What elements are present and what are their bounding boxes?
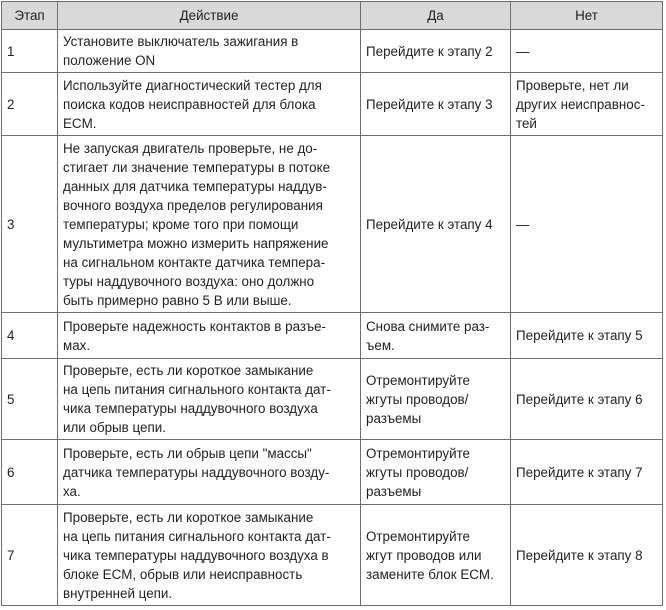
header-yes: Да — [361, 2, 511, 30]
table-row — [2, 313, 663, 359]
table-header-row — [2, 2, 663, 30]
header-step: Этап — [2, 2, 58, 30]
diagnostic-table-container — [1, 1, 663, 606]
no-cell: Перейдите к этапу 5 — [511, 313, 663, 359]
no-cell: Перейдите к этапу 6 — [511, 359, 663, 440]
yes-cell: Отремонтируйте жгуты проводов/ разъемы — [361, 359, 511, 440]
no-cell: Проверьте, нет ли других неисправнос- тей — [511, 73, 663, 136]
step-cell: 4 — [2, 313, 58, 359]
action-cell: Используйте диагностический тестер для поиска кодов неисправностей для блока ECM. — [58, 73, 361, 136]
table-row — [2, 136, 663, 313]
table-row — [2, 505, 663, 606]
action-cell: Не запуская двигатель проверьте, не до- стигает ли значение температуры в потоке данных для датчика температуры наддув- вочного воздуха пределов регулирования температуры; кроме того при помощи мультиметра можно измерить напряжение на сигнальном контакте датчика темпера- туры наддувочного воздуха: оно должно быть примерно равно 5 В или выше. — [58, 136, 361, 313]
action-cell: Проверьте, есть ли короткое замыкание на цепь питания сигнального контакта дат- чика температуры наддувочного воздуха в блоке ECM, обрыв или неисправность внутренней цепи. — [58, 505, 361, 606]
yes-cell: Перейдите к этапу 4 — [361, 136, 511, 313]
no-cell: Перейдите к этапу 8 — [511, 505, 663, 606]
action-cell: Проверьте надежность контактов в разъе- мах. — [58, 313, 361, 359]
yes-cell: Снова снимите раз- ъем. — [361, 313, 511, 359]
step-cell: 5 — [2, 359, 58, 440]
action-cell: Установите выключатель зажигания в положение ON — [58, 30, 361, 73]
table-row — [2, 359, 663, 440]
no-cell: — — [511, 136, 663, 313]
action-cell: Проверьте, есть ли короткое замыкание на цепь питания сигнального контакта дат- чика температуры наддувочного воздуха или обрыв цепи. — [58, 359, 361, 440]
header-action: Действие — [58, 2, 361, 30]
yes-cell: Отремонтируйте жгут проводов или замените блок ECM. — [361, 505, 511, 606]
yes-cell: Отремонтируйте жгуты проводов/ разъемы — [361, 440, 511, 505]
header-no: Нет — [511, 2, 663, 30]
table-row — [2, 73, 663, 136]
no-cell: Перейдите к этапу 7 — [511, 440, 663, 505]
action-cell: Проверьте, есть ли обрыв цепи "массы" датчика температуры наддувочного возду- ха. — [58, 440, 361, 505]
step-cell: 6 — [2, 440, 58, 505]
no-cell: — — [511, 30, 663, 73]
yes-cell: Перейдите к этапу 3 — [361, 73, 511, 136]
step-cell: 2 — [2, 73, 58, 136]
step-cell: 1 — [2, 30, 58, 73]
step-cell: 3 — [2, 136, 58, 313]
diagnostic-table — [1, 1, 663, 606]
table-row — [2, 30, 663, 73]
yes-cell: Перейдите к этапу 2 — [361, 30, 511, 73]
table-row — [2, 440, 663, 505]
step-cell: 7 — [2, 505, 58, 606]
